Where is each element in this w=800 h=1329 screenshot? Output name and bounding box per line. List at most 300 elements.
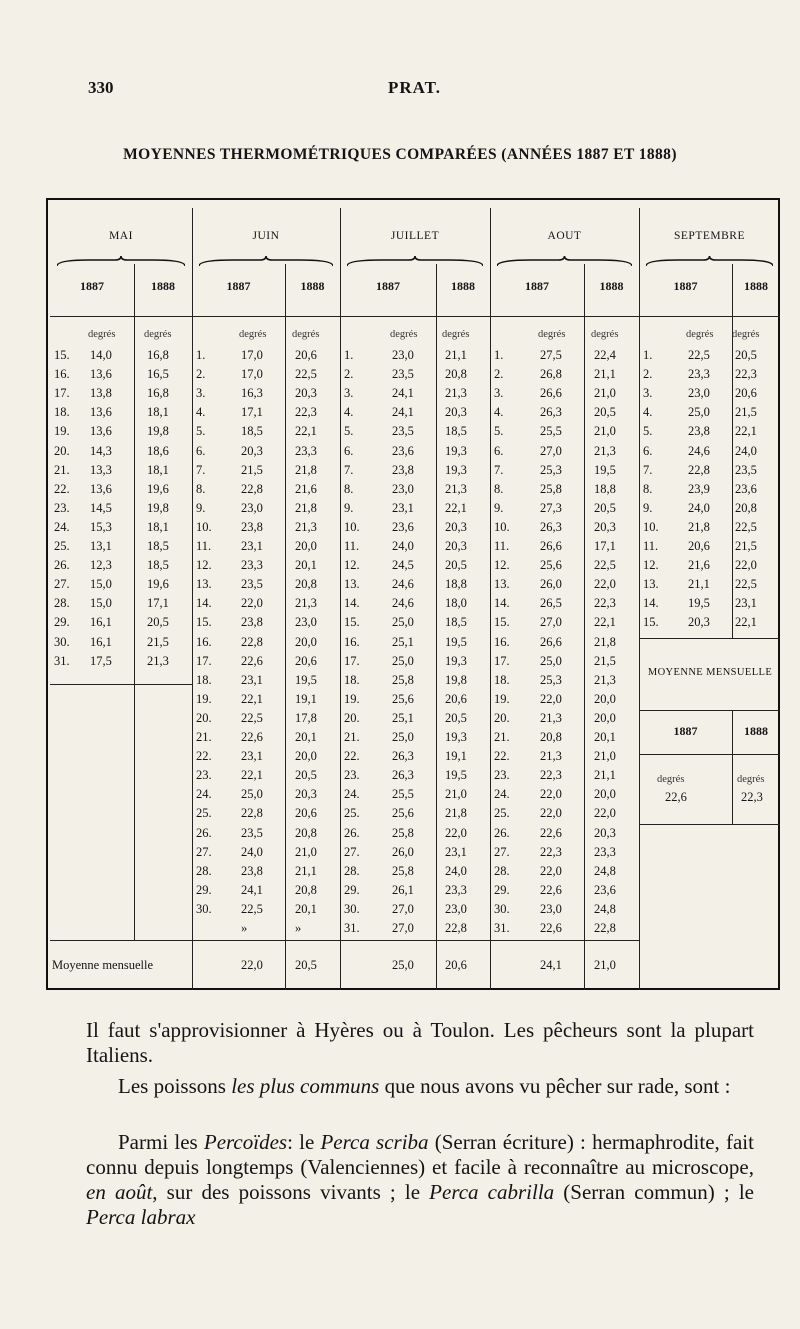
temperature-1888: 20,3 — [594, 825, 616, 840]
day-number: 13. — [494, 577, 510, 592]
monthly-mean-1887: 24,1 — [540, 958, 562, 972]
temperature-1887: 22,8 — [241, 634, 263, 649]
day-number: 26. — [54, 558, 70, 573]
temperature-1888: 21,8 — [295, 462, 317, 477]
day-number: 11. — [494, 539, 510, 553]
temperature-1888: 17,8 — [295, 710, 317, 725]
temperature-1888: 22,0 — [594, 806, 616, 821]
temperature-1888: 21,6 — [295, 481, 317, 496]
day-number: 4. — [494, 405, 504, 420]
temperature-1888: 22,1 — [295, 424, 317, 439]
text-run: , sur des poissons vivants ; le — [152, 1180, 430, 1204]
temperature-1887: 21,1 — [688, 577, 710, 592]
day-number: 27. — [196, 844, 212, 859]
day-number: 12. — [643, 558, 659, 573]
temperature-1888: 21,0 — [445, 787, 467, 802]
temperature-1887: 25,6 — [540, 558, 562, 573]
day-number: 5. — [344, 424, 354, 439]
temperature-1887: 22,0 — [540, 806, 562, 821]
year-header: 1888 — [451, 279, 475, 293]
temperature-1887: 26,6 — [540, 539, 562, 553]
day-number: 25. — [494, 806, 510, 821]
day-number: 16. — [344, 634, 360, 649]
temperature-1888: 18,5 — [147, 539, 169, 553]
day-number: 1. — [494, 348, 504, 362]
temperature-1887: 26,3 — [392, 749, 414, 764]
day-number: 28. — [54, 596, 70, 611]
temperature-1888: 18,1 — [147, 405, 169, 420]
temperature-1887: 22,6 — [540, 825, 562, 840]
temperature-1887: 23,0 — [392, 481, 414, 496]
day-number: 20. — [54, 443, 70, 458]
unit-label: degrés — [732, 329, 760, 340]
temperature-1887: 21,3 — [540, 749, 562, 764]
temperature-1887: 25,5 — [392, 787, 414, 802]
temperature-1887: 24,0 — [688, 500, 710, 515]
day-number: 13. — [196, 577, 212, 592]
temperature-1888: 18,1 — [147, 462, 169, 477]
day-number: 22. — [494, 749, 510, 764]
day-number: 11. — [344, 539, 360, 553]
day-number: 10. — [643, 519, 659, 534]
temperature-1887: 20,3 — [241, 443, 263, 458]
year-header: 1888 — [300, 279, 325, 293]
temperature-1887: 13,3 — [90, 462, 112, 477]
temperature-1888: 16,5 — [147, 367, 169, 382]
temperature-1888: 20,3 — [295, 787, 317, 802]
day-number: 6. — [196, 443, 206, 458]
temperature-table — [46, 198, 780, 990]
temperature-1887: 25,8 — [540, 481, 562, 496]
temperature-1888: 19,6 — [147, 577, 169, 592]
temperature-1887: 22,0 — [540, 691, 562, 706]
temperature-1887: 22,1 — [241, 691, 263, 706]
day-number: 10. — [196, 519, 212, 534]
temperature-1888: 23,0 — [445, 901, 467, 916]
temperature-1888: 20,5 — [594, 405, 616, 420]
day-number: 7. — [196, 462, 206, 477]
temperature-1887: 23,6 — [392, 443, 414, 458]
temperature-1887: 14,3 — [90, 443, 112, 458]
temperature-1887: 13,6 — [90, 405, 112, 420]
day-number: 1. — [344, 348, 354, 362]
day-number: 13. — [344, 577, 360, 592]
day-number: 15. — [196, 615, 212, 630]
temperature-1888: 20,0 — [295, 539, 317, 553]
year-header: 1887 — [80, 279, 104, 293]
temperature-1888: 23,0 — [295, 615, 317, 630]
temperature-1887: 17,1 — [241, 405, 263, 420]
temperature-1887: 26,3 — [540, 519, 562, 534]
temperature-1888: 21,3 — [295, 519, 317, 534]
temperature-1888: 19,8 — [147, 500, 169, 515]
temperature-1888: 19,3 — [445, 462, 467, 477]
temperature-1887: 21,5 — [241, 462, 263, 477]
table-title: MOYENNES THERMOMÉTRIQUES COMPARÉES (ANNÉES 1887 ET 1888) — [123, 146, 677, 163]
unit-label: degrés — [390, 329, 418, 340]
temperature-1887: 22,5 — [241, 901, 263, 916]
temperature-1888: 21,5 — [594, 653, 616, 668]
day-number: 24. — [196, 787, 212, 802]
temperature-1887: 19,5 — [688, 596, 710, 611]
temperature-1888: 19,8 — [445, 672, 467, 687]
temperature-1887: 13,6 — [90, 424, 112, 439]
temperature-1888: 22,3 — [735, 367, 757, 382]
temperature-1888: 20,1 — [295, 901, 317, 916]
temperature-1888: 21,3 — [445, 481, 467, 496]
day-number: 15. — [494, 615, 510, 630]
temperature-1887: 13,6 — [90, 367, 112, 382]
day-number: 18. — [54, 405, 70, 420]
day-number: 24. — [494, 787, 510, 802]
day-number: 30. — [344, 901, 360, 916]
temperature-1888: 20,6 — [295, 806, 317, 821]
day-number: 6. — [643, 443, 653, 458]
year-header: 1888 — [744, 279, 768, 293]
temperature-1888: 24,8 — [594, 901, 616, 916]
temperature-1887: 22,6 — [241, 653, 263, 668]
temperature-1887: 23,0 — [688, 386, 710, 401]
footer-rule — [50, 940, 192, 941]
temperature-1888: 20,0 — [594, 710, 616, 725]
box-rule — [639, 710, 780, 711]
day-number: 9. — [196, 500, 206, 515]
temperature-1887: 23,3 — [688, 367, 710, 382]
temperature-1888: 22,1 — [735, 615, 757, 630]
temperature-1887: 23,1 — [241, 672, 263, 687]
temperature-1888: » — [295, 921, 302, 935]
day-number: 13. — [643, 577, 659, 592]
day-number: 24. — [54, 519, 70, 534]
column-rule — [285, 264, 286, 990]
day-number: 7. — [643, 462, 653, 477]
monthly-mean-box-value: 22,3 — [741, 790, 763, 804]
day-number: 19. — [494, 691, 510, 706]
day-number: 19. — [344, 691, 360, 706]
temperature-1887: 25,0 — [241, 787, 263, 802]
month-header: MAI — [109, 230, 133, 242]
temperature-1887: 24,1 — [392, 405, 414, 420]
temperature-1888: 19,3 — [445, 653, 467, 668]
monthly-mean-1887: 22,0 — [241, 958, 263, 972]
temperature-1887: 23,0 — [392, 348, 414, 362]
day-number: 2. — [196, 367, 206, 382]
day-number: 19. — [196, 691, 212, 706]
day-number: 17. — [344, 653, 360, 668]
temperature-1888: 20,8 — [735, 500, 757, 515]
day-number: 19. — [54, 424, 70, 439]
temperature-1888: 19,8 — [147, 424, 169, 439]
temperature-1888: 24,0 — [445, 863, 467, 878]
year-header: 1887 — [525, 279, 549, 293]
temperature-1888: 24,0 — [735, 443, 757, 458]
temperature-1887: 17,5 — [90, 653, 112, 668]
temperature-1888: 21,1 — [445, 348, 467, 362]
day-number: 11. — [196, 539, 212, 553]
day-number: 31. — [494, 921, 510, 935]
temperature-1888: 18,5 — [445, 615, 467, 630]
temperature-1888: 21,3 — [445, 386, 467, 401]
temperature-1887: 25,8 — [392, 672, 414, 687]
day-number: 7. — [494, 462, 504, 477]
day-number: 20. — [196, 710, 212, 725]
temperature-1888: 24,8 — [594, 863, 616, 878]
temperature-1887: 21,8 — [688, 519, 710, 534]
temperature-1888: 23,5 — [735, 462, 757, 477]
temperature-1888: 23,1 — [735, 596, 757, 611]
temperature-1888: 21,1 — [594, 367, 616, 382]
temperature-1887: 23,8 — [241, 863, 263, 878]
temperature-1888: 17,1 — [594, 539, 616, 553]
unit-label: degrés — [144, 329, 172, 340]
temperature-1888: 22,3 — [295, 405, 317, 420]
temperature-1887: 26,1 — [392, 882, 414, 897]
day-number: 2. — [344, 367, 354, 382]
text-run: que nous avons vu pêcher sur rade, sont : — [379, 1074, 731, 1098]
temperature-1888: 21,8 — [594, 634, 616, 649]
temperature-1888: 23,3 — [445, 882, 467, 897]
temperature-1887: 25,8 — [392, 863, 414, 878]
temperature-1888: 20,8 — [445, 367, 467, 382]
temperature-1887: 23,8 — [688, 424, 710, 439]
day-number: 14. — [643, 596, 659, 611]
temperature-1887: 23,9 — [688, 481, 710, 496]
temperature-1887: 22,8 — [241, 481, 263, 496]
day-number: 15. — [643, 615, 659, 630]
emphasis-text: en août — [86, 1180, 153, 1204]
temperature-1887: 22,0 — [540, 787, 562, 802]
day-number: 26. — [494, 825, 510, 840]
day-number: 3. — [494, 386, 504, 401]
temperature-1887: 16,1 — [90, 634, 112, 649]
day-number: 26. — [344, 825, 360, 840]
day-number: 21. — [196, 730, 212, 744]
temperature-1887: 22,5 — [241, 710, 263, 725]
temperature-1888: 21,0 — [594, 749, 616, 764]
temperature-1887: 23,5 — [392, 424, 414, 439]
day-number: 12. — [196, 558, 212, 573]
temperature-1887: 15,3 — [90, 519, 112, 534]
temperature-1887: 25,3 — [540, 672, 562, 687]
day-number: 5. — [494, 424, 504, 439]
temperature-1888: 20,8 — [295, 882, 317, 897]
box-rule — [639, 754, 780, 755]
year-header: 1888 — [599, 279, 624, 293]
temperature-1888: 20,6 — [735, 386, 757, 401]
temperature-1888: 20,8 — [295, 825, 317, 840]
day-number: 12. — [344, 558, 360, 573]
day-number: 10. — [494, 519, 510, 534]
temperature-1887: 15,0 — [90, 577, 112, 592]
temperature-1887: 24,0 — [392, 539, 414, 553]
temperature-1888: 20,3 — [594, 519, 616, 534]
footer-label: Moyenne mensuelle — [52, 958, 154, 972]
day-number: 8. — [643, 481, 653, 496]
temperature-1887: 23,5 — [392, 367, 414, 382]
temperature-1887: 13,8 — [90, 386, 112, 401]
temperature-1887: 25,0 — [392, 653, 414, 668]
temperature-1888: 20,5 — [735, 348, 757, 362]
temperature-1887: 22,6 — [540, 882, 562, 897]
day-number: 22. — [196, 749, 212, 764]
temperature-1888: 22,4 — [594, 348, 616, 362]
section-rule — [50, 684, 192, 685]
day-number: 21. — [494, 730, 510, 744]
unit-label: degrés — [442, 329, 470, 340]
temperature-1888: 19,1 — [295, 691, 317, 706]
temperature-1888: 22,8 — [445, 921, 467, 935]
day-number: 23. — [494, 768, 510, 783]
day-number: 4. — [344, 405, 354, 420]
temperature-1887: 20,6 — [688, 539, 710, 553]
column-rule — [340, 208, 341, 990]
day-number: 4. — [643, 405, 653, 420]
day-number: 24. — [344, 787, 360, 802]
temperature-1887: 13,1 — [90, 539, 112, 553]
temperature-1887: 22,5 — [688, 348, 710, 362]
temperature-1887: 22,8 — [688, 462, 710, 477]
temperature-1887: 25,1 — [392, 710, 414, 725]
temperature-1888: 20,5 — [445, 558, 467, 573]
temperature-1888: 20,5 — [147, 615, 169, 630]
day-number: 17. — [196, 653, 212, 668]
column-rule — [134, 264, 135, 940]
temperature-1887: 23,5 — [241, 825, 263, 840]
temperature-1888: 20,1 — [594, 730, 616, 744]
day-number: 3. — [344, 386, 354, 401]
day-number: 30. — [494, 901, 510, 916]
day-number: 31. — [54, 653, 70, 668]
temperature-1887: 24,6 — [392, 596, 414, 611]
day-number: 7. — [344, 462, 354, 477]
day-number: 28. — [196, 863, 212, 878]
temperature-1888: 23,3 — [295, 443, 317, 458]
day-number: 9. — [344, 500, 354, 515]
temperature-1888: 20,6 — [295, 348, 317, 362]
month-header: AOUT — [547, 230, 582, 242]
temperature-1887: 25,8 — [392, 825, 414, 840]
temperature-1887: 23,1 — [241, 539, 263, 553]
temperature-1887: 15,0 — [90, 596, 112, 611]
monthly-mean-1887: 25,0 — [392, 958, 414, 972]
monthly-mean-box-title: MOYENNE MENSUELLE — [647, 667, 773, 678]
temperature-1888: 19,1 — [445, 749, 467, 764]
temperature-1887: 23,3 — [241, 558, 263, 573]
day-number: 20. — [344, 710, 360, 725]
month-header: JUILLET — [390, 230, 440, 242]
day-number: 18. — [344, 672, 360, 687]
temperature-1887: 16,3 — [241, 386, 263, 401]
paragraph-supply — [86, 1018, 754, 1068]
day-number: 27. — [54, 577, 70, 592]
temperature-1888: 22,1 — [445, 500, 467, 515]
temperature-1888: 21,3 — [594, 443, 616, 458]
temperature-1887: 23,1 — [241, 749, 263, 764]
monthly-mean-1888: 21,0 — [594, 958, 616, 972]
temperature-1887: 25,3 — [540, 462, 562, 477]
temperature-1887: 17,0 — [241, 348, 263, 362]
temperature-1887: 23,8 — [392, 462, 414, 477]
temperature-1888: 22,1 — [735, 424, 757, 439]
temperature-1888: 22,0 — [594, 577, 616, 592]
page-number: 330 — [88, 78, 114, 97]
temperature-1888: 21,3 — [147, 653, 169, 668]
brace-icon — [347, 256, 483, 268]
monthly-mean-1888: 20,5 — [295, 958, 317, 972]
temperature-1888: 18,5 — [147, 558, 169, 573]
temperature-1887: 26,3 — [540, 405, 562, 420]
temperature-1887: 13,6 — [90, 481, 112, 496]
temperature-1887: 12,3 — [90, 558, 112, 573]
temperature-1887: 24,1 — [392, 386, 414, 401]
temperature-1887: 25,0 — [540, 653, 562, 668]
text-run: (Serran commun) ; le — [554, 1180, 754, 1204]
temperature-1887: 23,8 — [241, 615, 263, 630]
temperature-1887: » — [241, 921, 248, 935]
temperature-1888: 21,1 — [594, 768, 616, 783]
temperature-1887: 21,6 — [688, 558, 710, 573]
temperature-1888: 21,5 — [147, 634, 169, 649]
temperature-1887: 22,3 — [540, 844, 562, 859]
temperature-1888: 21,8 — [445, 806, 467, 821]
day-number: 22. — [344, 749, 360, 764]
monthly-mean-box-year: 1887 — [673, 724, 698, 738]
temperature-1888: 20,1 — [295, 558, 317, 573]
temperature-1887: 22,6 — [241, 730, 263, 744]
day-number: 18. — [196, 672, 212, 687]
paragraph-percoids — [86, 1130, 754, 1230]
temperature-1888: 21,5 — [735, 405, 757, 420]
day-number: 16. — [196, 634, 212, 649]
day-number: 17. — [54, 386, 70, 401]
running-head: PRAT. — [388, 78, 442, 97]
temperature-1888: 21,0 — [295, 844, 317, 859]
unit-label: degrés — [239, 329, 267, 340]
species-name: Perca cabrilla — [429, 1180, 555, 1204]
temperature-1887: 20,8 — [540, 730, 562, 744]
temperature-1887: 17,0 — [241, 367, 263, 382]
day-number: 2. — [494, 367, 504, 382]
column-rule — [436, 264, 437, 990]
year-header: 1887 — [673, 279, 698, 293]
temperature-1887: 24,6 — [392, 577, 414, 592]
temperature-1887: 26,0 — [540, 577, 562, 592]
day-number: 8. — [494, 481, 504, 496]
temperature-1888: 20,6 — [295, 653, 317, 668]
day-number: 17. — [494, 653, 510, 668]
temperature-1888: 20,3 — [445, 405, 467, 420]
temperature-1888: 21,5 — [735, 539, 757, 553]
temperature-1888: 16,8 — [147, 386, 169, 401]
box-rule — [639, 824, 780, 825]
temperature-1887: 24,5 — [392, 558, 414, 573]
temperature-1888: 16,8 — [147, 348, 169, 362]
temperature-1888: 22,3 — [594, 596, 616, 611]
day-number: 21. — [344, 730, 360, 744]
day-number: 30. — [54, 634, 70, 649]
day-number: 14. — [344, 596, 360, 611]
text-run: : le — [287, 1130, 321, 1154]
day-number: 25. — [344, 806, 360, 821]
temperature-1887: 25,5 — [540, 424, 562, 439]
paragraph-common-fish — [86, 1074, 754, 1099]
temperature-1888: 21,0 — [594, 424, 616, 439]
temperature-1888: 19,5 — [445, 768, 467, 783]
temperature-1888: 18,5 — [445, 424, 467, 439]
day-number: 25. — [54, 539, 70, 553]
temperature-1888: 20,1 — [295, 730, 317, 744]
day-number: 28. — [344, 863, 360, 878]
